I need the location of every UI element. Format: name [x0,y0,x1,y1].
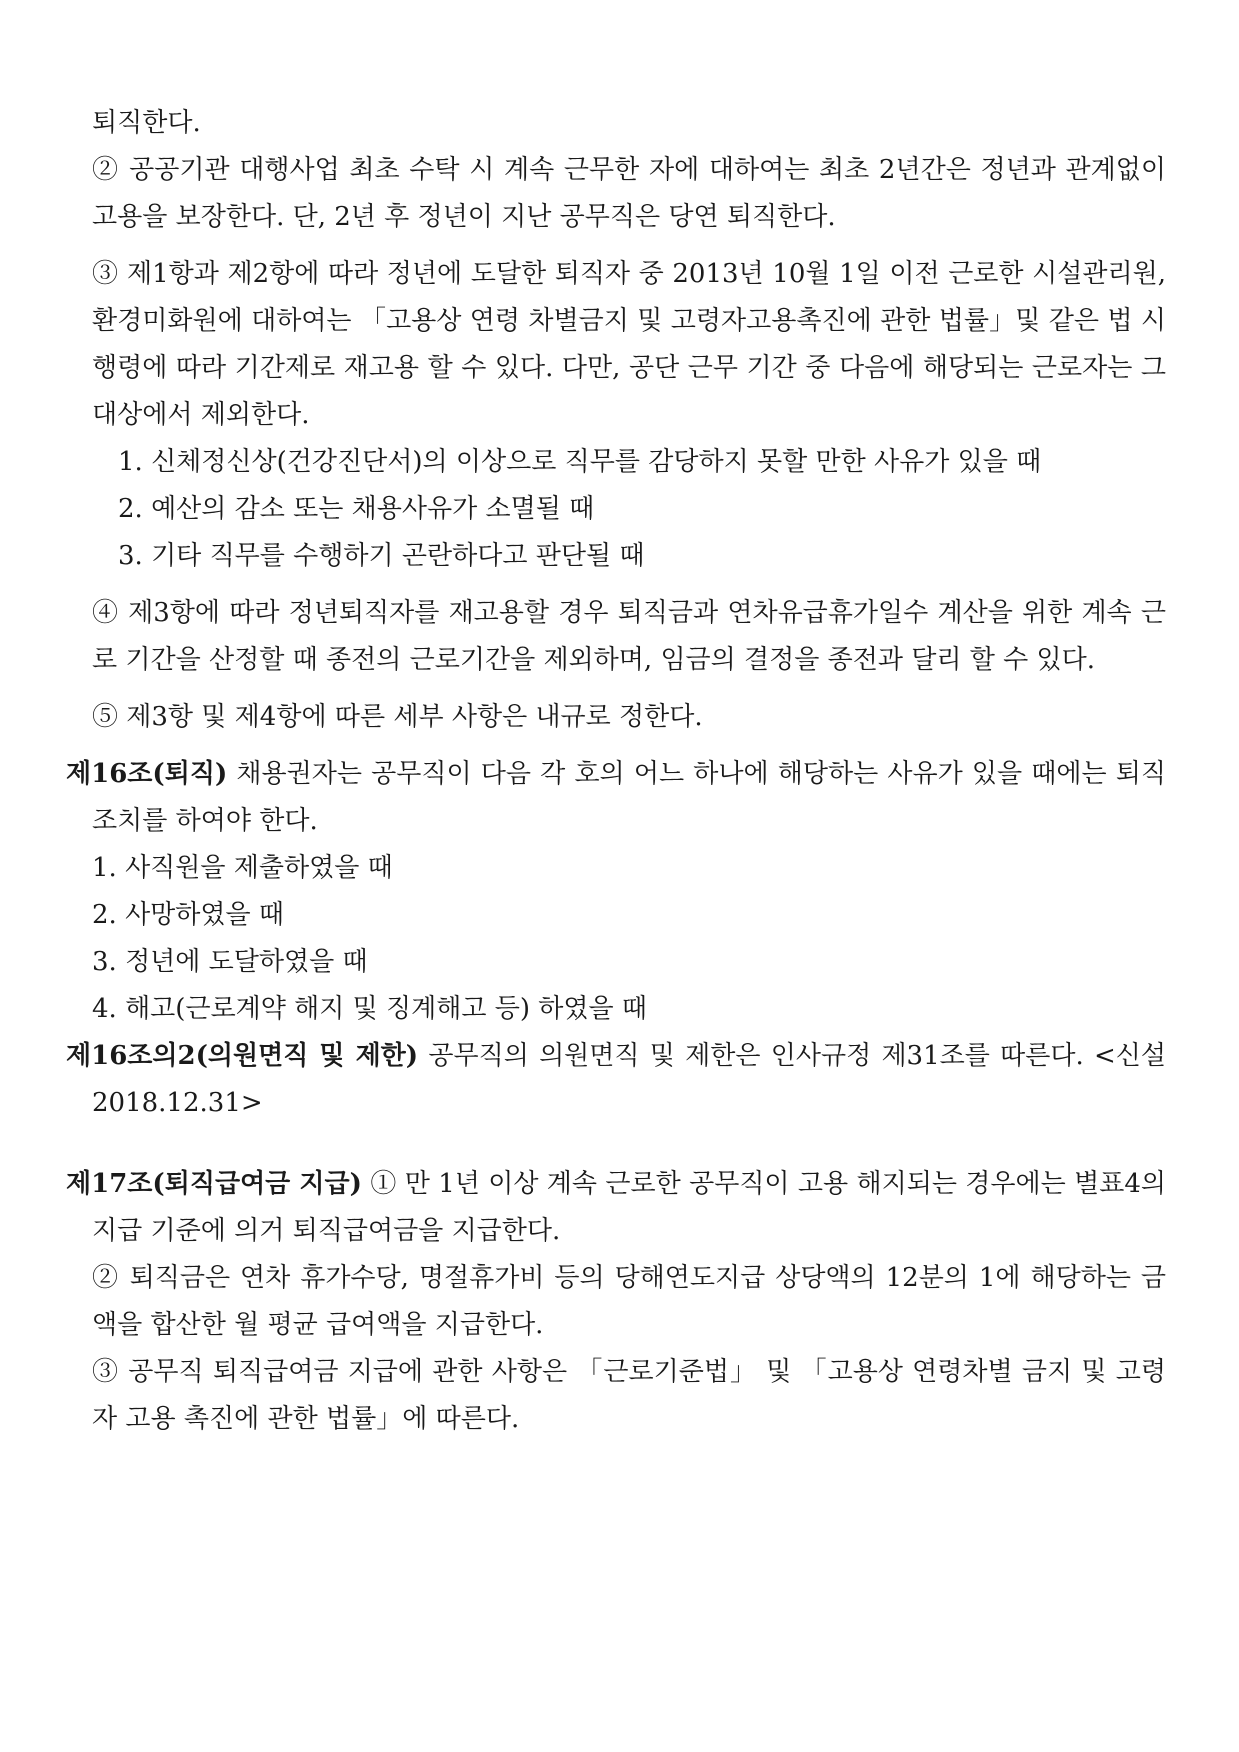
article-17 [66,1161,1166,1255]
list-item: 2. 사망하였을 때 [92,900,285,930]
previous-article-tail: 퇴직한다. [92,108,201,138]
list-item: 2. 예산의 감소 또는 채용사유가 소멸될 때 [118,494,595,524]
document-page [66,100,1175,1443]
art15-paragraph-3-list [66,439,1166,580]
article-16-list [66,845,1166,1033]
list-item: 4. 해고(근로계약 해지 및 징계해고 등) 하였을 때 [92,994,648,1024]
article-17-body: ① 만 1년 이상 계속 근로한 공무직이 고용 해지되는 경우에는 별표4의 지급 기준에 의거 퇴직급여금을 지급한다. [92,1169,1166,1246]
art15-paragraph-4: ④ 제3항에 따라 정년퇴직자를 재고용할 경우 퇴직금과 연차유급휴가일수 계산을 위한 계속 근로 기간을 산정할 때 종전의 근로기간을 제외하며, 임금의 결정을 종전과 달리 할 수 있다. [92,598,1166,675]
list-item: 1. 사직원을 제출하였을 때 [92,853,393,883]
list-item: 3. 정년에 도달하였을 때 [92,947,368,977]
list-item: 3. 기타 직무를 수행하기 곤란하다고 판단될 때 [118,541,645,571]
art17-paragraph-3: ③ 공무직 퇴직급여금 지급에 관한 사항은 「근로기준법」 및 「고용상 연령차별 금지 및 고령자 고용 촉진에 관한 법률」에 따른다. [92,1357,1166,1434]
list-item: 1. 신체정신상(건강진단서)의 이상으로 직무를 감당하지 못할 만한 사유가 있을 때 [118,447,1042,477]
article-17-title: 제17조(퇴직급여금 지급) [66,1169,362,1199]
article-16 [66,751,1166,845]
art15-paragraph-2: ② 공공기관 대행사업 최초 수탁 시 계속 근무한 자에 대하여는 최초 2년간은 정년과 관계없이 고용을 보장한다. 단, 2년 후 정년이 지난 공무직은 당연 퇴직한다. [92,155,1175,232]
article-16-body: 채용권자는 공무직이 다음 각 호의 어느 하나에 해당하는 사유가 있을 때에는 퇴직조치를 하여야 한다. [92,759,1166,836]
art15-paragraph-5: ⑤ 제3항 및 제4항에 따른 세부 사항은 내규로 정한다. [92,702,703,732]
article-16-title: 제16조(퇴직) [66,759,228,789]
article-16-2-body: 공무직의 의원면직 및 제한은 인사규정 제31조를 따른다. <신설 2018.12.31> [92,1041,1166,1118]
art15-paragraph-3: ③ 제1항과 제2항에 따라 정년에 도달한 퇴직자 중 2013년 10월 1일 이전 근로한 시설관리원, 환경미화원에 대하여는 「고용상 연령 차별금지 및 고령자고용촉진에 관한 법률」및 같은 법 시행령에 따라 기간제로 재고용 할 수 있다. 다만, 공단 근무 기간 중 다음에 해당되는 근로자는 그 대상에서 제외한다. [92,259,1175,430]
art17-paragraph-2: ② 퇴직금은 연차 휴가수당, 명절휴가비 등의 당해연도지급 상당액의 12분의 1에 해당하는 금액을 합산한 월 평균 급여액을 지급한다. [92,1263,1166,1340]
article-16-2-title: 제16조의2(의원면직 및 제한) [66,1041,419,1071]
article-16-2 [66,1033,1166,1127]
